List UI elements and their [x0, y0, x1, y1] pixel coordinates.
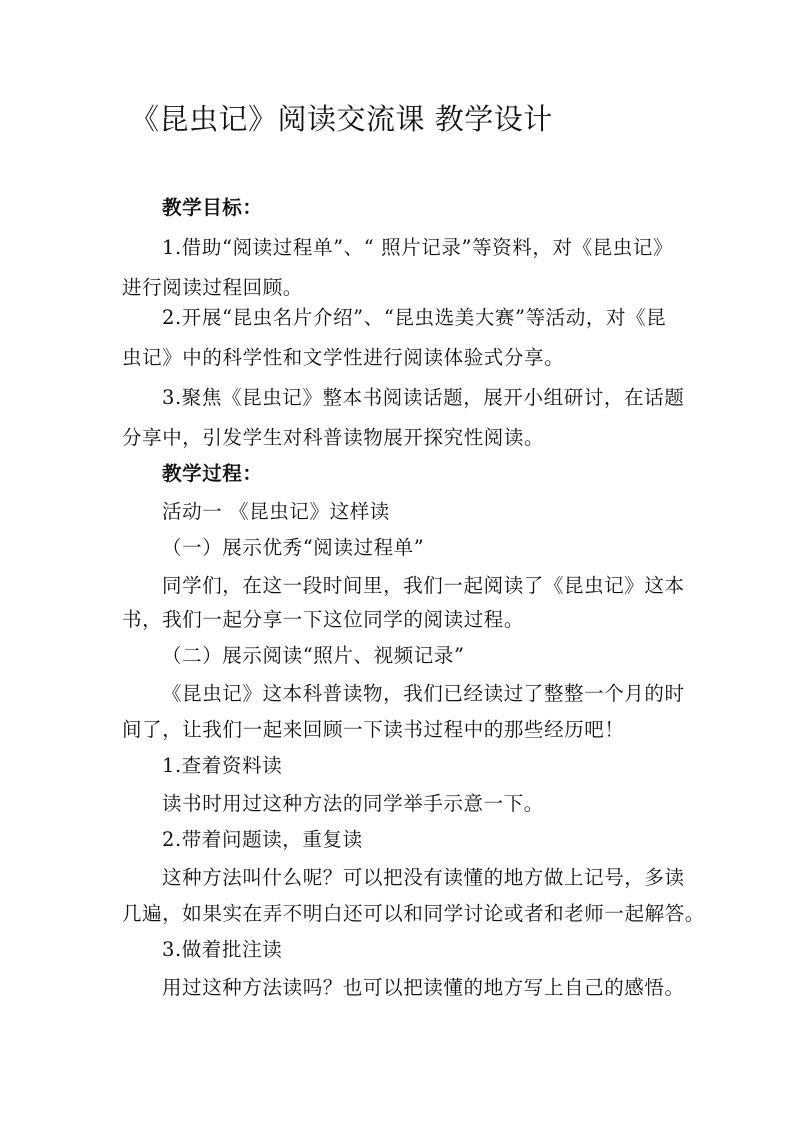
goal-2-line-1: 2.开展“昆虫名片介绍”、“昆虫选美大赛”等活动，对《昆	[162, 306, 667, 329]
part-1-text-line-1: 同学们，在这一段时间里，我们一起阅读了《昆虫记》这本	[162, 574, 685, 597]
goal-1-line-1: 1.借助“阅读过程单”、“ 照片记录”等资料，对《昆虫记》	[162, 236, 674, 259]
part-2-heading: （二）展示阅读“照片、视频记录”	[162, 644, 465, 667]
page-title: 《昆虫记》阅读交流课 教学设计	[130, 102, 553, 136]
part-2-text-line-1: 《昆虫记》这本科普读物，我们已经读过了整整一个月的时	[162, 682, 685, 705]
activity-1-heading: 活动一 《昆虫记》这样读	[162, 500, 390, 523]
goals-heading: 教学目标：	[162, 196, 263, 219]
goal-3-line-1: 3.聚焦《昆虫记》整本书阅读话题，展开小组研讨，在话题	[162, 386, 685, 409]
method-3-heading: 3.做着批注读	[162, 938, 283, 961]
part-1-heading: （一）展示优秀“阅读过程单”	[162, 536, 425, 559]
method-3-text: 用过这种方法读吗？也可以把读懂的地方写上自己的感悟。	[162, 976, 685, 999]
goal-1-line-2: 进行阅读过程回顾。	[122, 276, 303, 299]
method-2-heading: 2.带着问题读，重复读	[162, 828, 363, 851]
method-1-text: 读书时用过这种方法的同学举手示意一下。	[162, 792, 544, 815]
method-2-text-line-1: 这种方法叫什么呢？可以把没有读懂的地方做上记号，多读	[162, 866, 685, 889]
process-heading: 教学过程：	[162, 462, 263, 485]
goal-2-line-2: 虫记》中的科学性和文学性进行阅读体验式分享。	[122, 346, 565, 369]
goal-3-line-2: 分享中，引发学生对科普读物展开探究性阅读。	[122, 426, 545, 449]
part-2-text-line-2: 间了，让我们一起来回顾一下读书过程中的那些经历吧！	[122, 718, 625, 741]
method-1-heading: 1.查着资料读	[162, 754, 283, 777]
method-2-text-line-2: 几遍，如果实在弄不明白还可以和同学讨论或者和老师一起解答。	[122, 902, 705, 925]
part-1-text-line-2: 书，我们一起分享一下这位同学的阅读过程。	[122, 608, 525, 631]
